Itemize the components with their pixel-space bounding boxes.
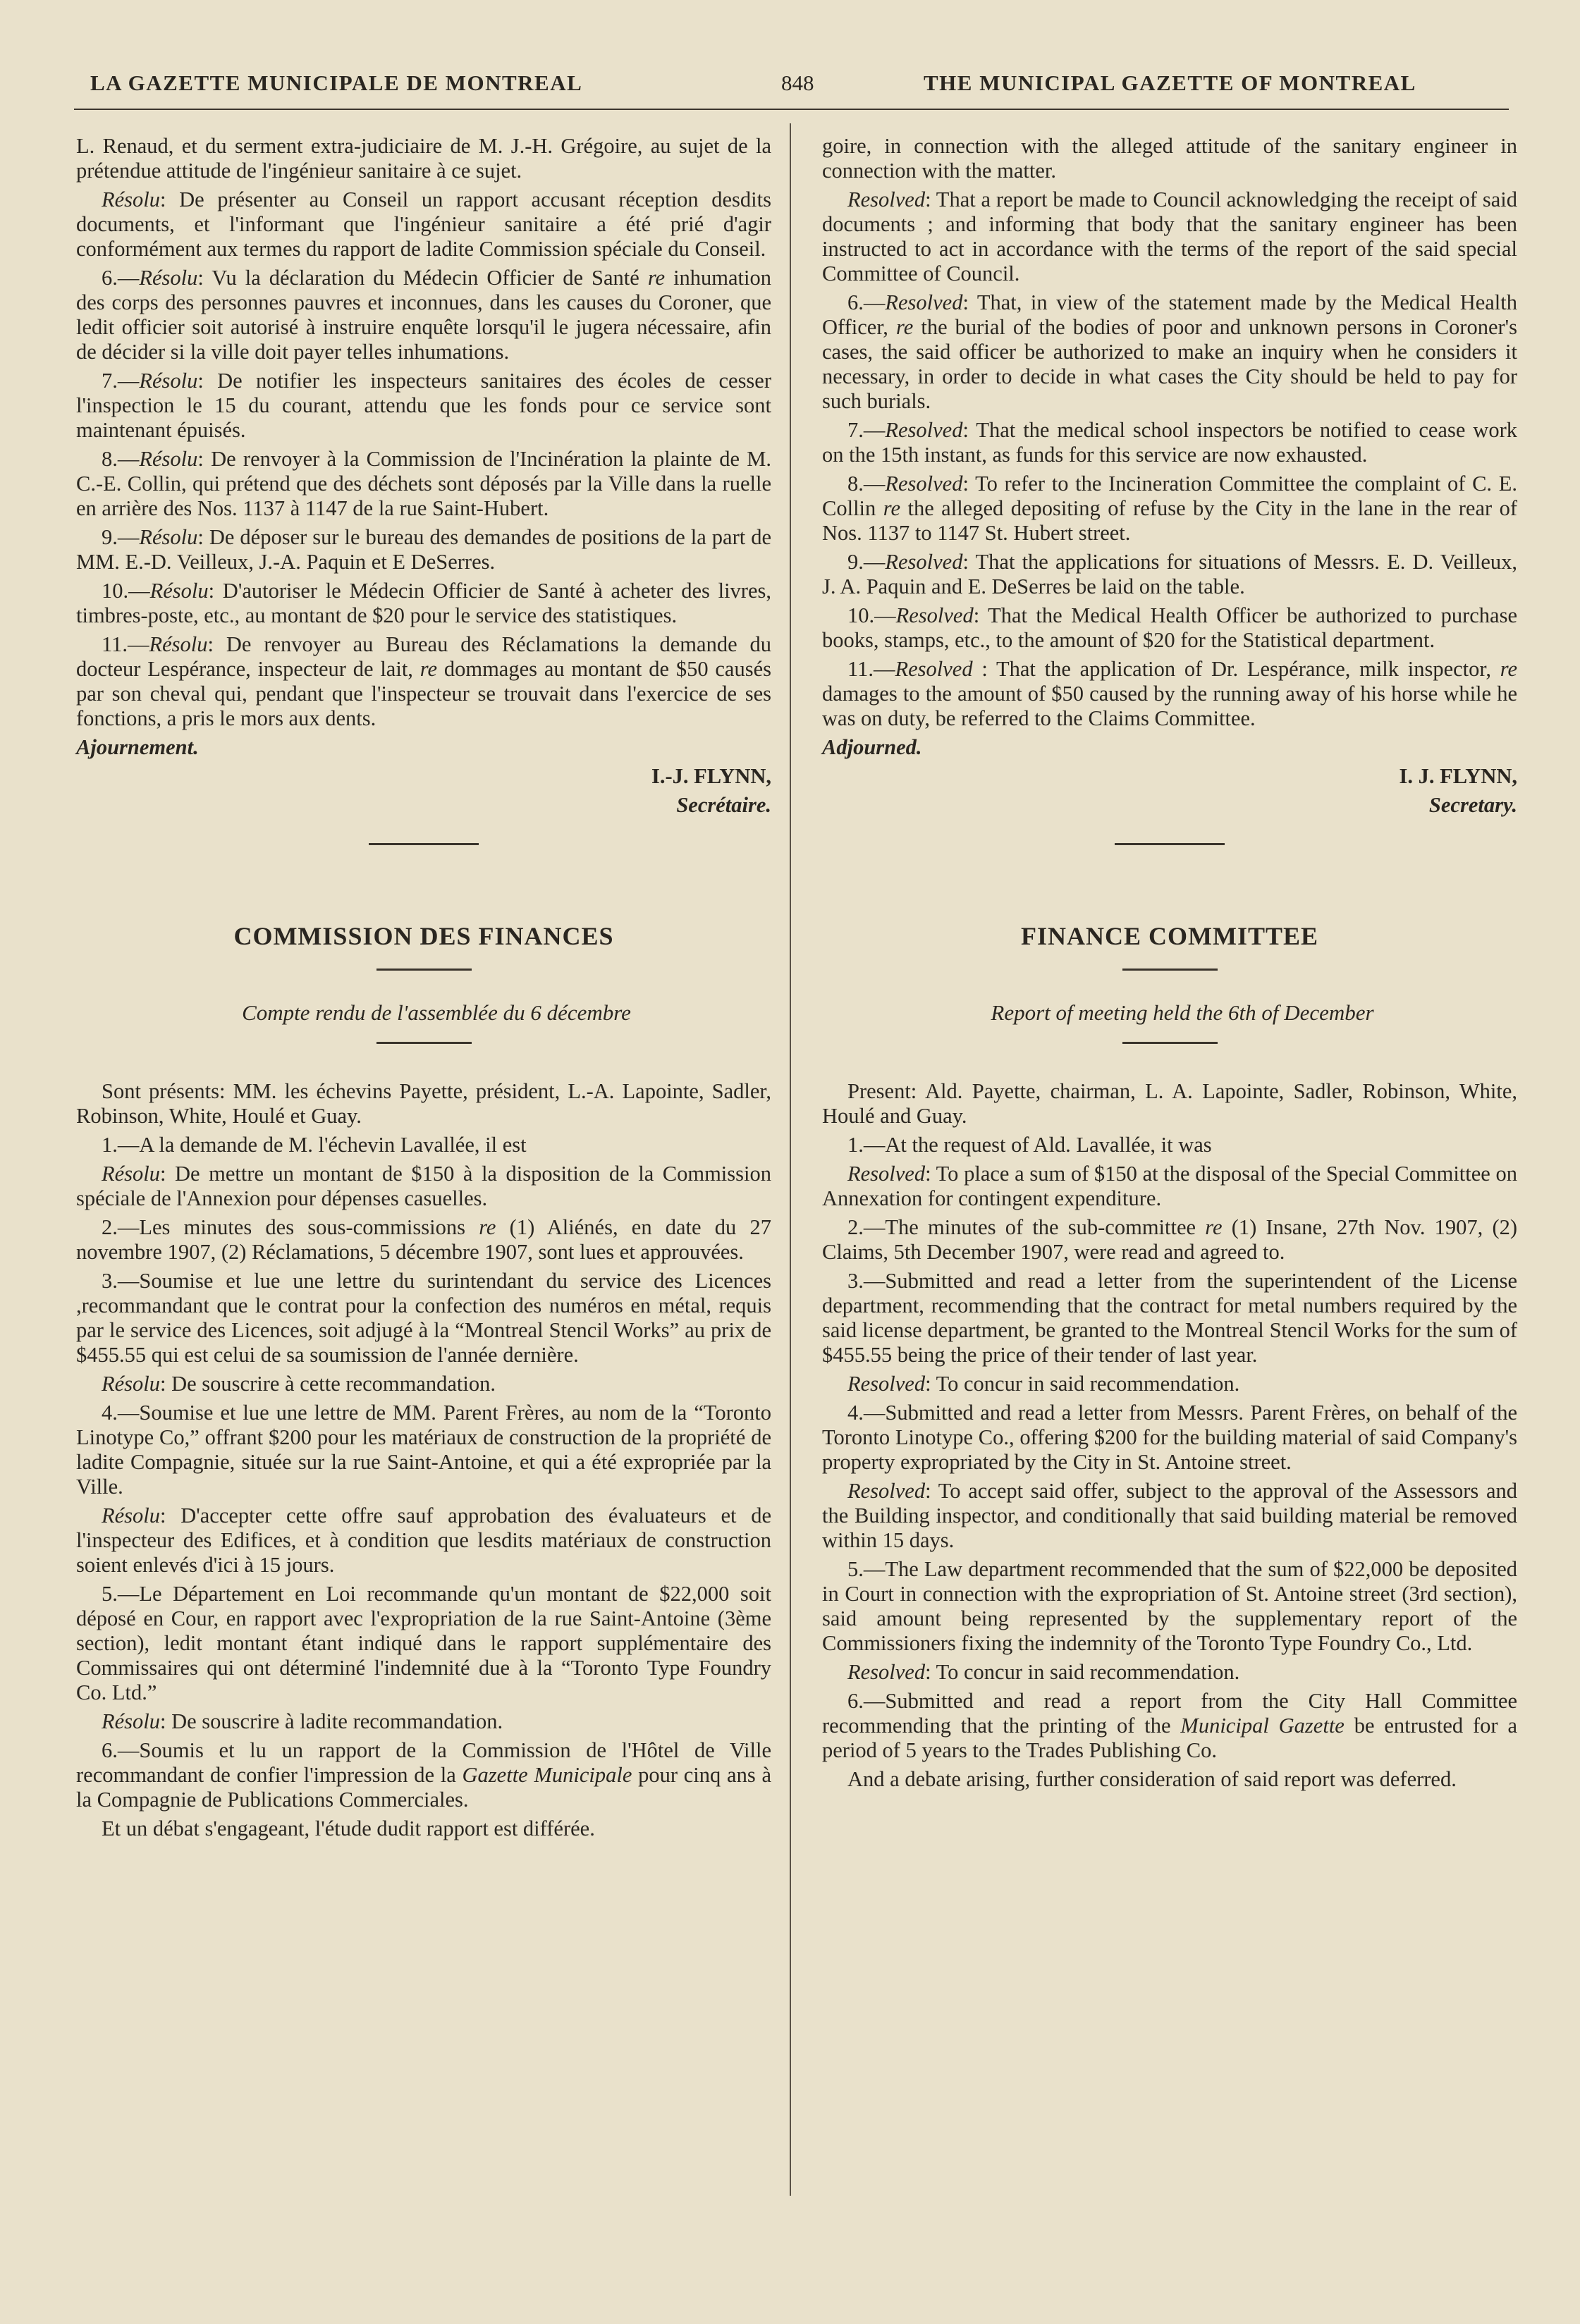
- resolu-label: Résolu: [139, 525, 198, 549]
- resolu-label: Résolu: [139, 369, 198, 393]
- paragraph: 5.—Le Département en Loi recommande qu'un montant de $22,000 soit déposé en Cour, en rapport avec l'expropriation de la rue Saint-Antoine (3ème section), ledit montant étant indiqué dans le rapport supplémentaire des Commissaires qui ont déterminé l'indemnité due à la “Toronto Type Foundry Co. Ltd.”: [76, 1582, 771, 1704]
- re-word: re: [1205, 1215, 1223, 1239]
- paragraph-text: : That the medical school inspectors be notified to cease work on the 15th instant, as funds for this service are now exhausted.: [822, 418, 1517, 467]
- page-number: 848: [781, 70, 814, 95]
- paragraph-text: (1) Aliénés, en date du 27 novembre 1907, (2) Réclamations, 5 décembre 1907, sont lues et approuvées.: [76, 1215, 771, 1264]
- header-rule: [74, 109, 1509, 110]
- signature-name: I.-J. FLYNN,: [651, 764, 771, 788]
- paragraph-text: : D'accepter cette offre sauf approbation des évaluateurs et de l'inspecteur des Edifices, et à condition que lesdits matériaux de construction soient enlevés d'ici à 15 jours.: [76, 1504, 771, 1577]
- paragraph: Et un débat s'engageant, l'étude dudit rapport est différée.: [102, 1816, 595, 1840]
- paragraph: [76, 632, 771, 731]
- item-number: 9.—: [102, 525, 140, 549]
- resolved-label: Resolved: [847, 1660, 926, 1684]
- title-rule: [376, 1042, 472, 1044]
- paragraph: Sont présents: MM. les échevins Payette, président, L.-A. Lapointe, Sadler, Robinson, White, Houlé et Guay.: [76, 1079, 771, 1128]
- paragraph-text: : De souscrire à cette recommandation.: [160, 1372, 496, 1396]
- signature-name: I. J. FLYNN,: [1399, 764, 1517, 788]
- paragraph-text: : That a report be made to Council acknowledging the receipt of said documents ; and informing that body that the sanitary engineer has been instructed to act in accordance with the terms of the report of the said special Committee of Council.: [822, 187, 1517, 285]
- paragraph: [822, 1689, 1517, 1763]
- section-title: FINANCE COMMITTEE: [1020, 922, 1319, 950]
- resolu-label: Résolu: [149, 632, 208, 656]
- paragraph-text: damages to the amount of $50 caused by the running away of his horse while he was on duty, be referred to the Claims Committee.: [822, 682, 1517, 730]
- item-number: 8.—: [102, 447, 140, 471]
- paragraph-text: pour cinq ans à la Compagnie de Publications Commerciales.: [76, 1763, 771, 1812]
- paragraph-text: : That the applications for situations of Messrs. E. D. Veilleux, J. A. Paquin and E. DeSerres be laid on the table.: [822, 550, 1517, 598]
- paragraph: [822, 1372, 1517, 1396]
- paragraph: [822, 1215, 1517, 1265]
- paragraph-text: : De renvoyer à la Commission de l'Incinération la plainte de M. C.-E. Collin, qui prétend que des déchets sont déposés par la Ville dans la ruelle en arrière des Nos. 1137 à 1147 de la rue Saint-Hubert.: [76, 447, 771, 520]
- adjournment: Ajournement.: [76, 735, 199, 759]
- item-number: 10.—: [847, 603, 896, 627]
- paragraph-text: the burial of the bodies of poor and unknown persons in Coroner's cases, the said officer be authorized to make an inquiry when he considers it necessary, in order to decide in what cases the City should be held to pay for such burials.: [822, 315, 1517, 413]
- paragraph-text: : To refer to the Incineration Committee the complaint of C. E. Collin: [822, 472, 1517, 520]
- paragraph-text: : To concur in said recommendation.: [925, 1660, 1240, 1684]
- re-word: re: [1500, 657, 1517, 681]
- paragraph: 4.—Soumise et lue une lettre de MM. Parent Frères, au nom de la “Toronto Linotype Co,” offrant $200 pour les matériaux de construction de la propriété de ladite Compagnie, située sur la rue Saint-Antoine, et qui a été expropriée par la Ville.: [76, 1401, 771, 1499]
- paragraph-text: : De souscrire à ladite recommandation.: [160, 1709, 503, 1733]
- paragraph: [76, 447, 771, 521]
- resolved-label: Resolved: [885, 472, 963, 496]
- resolved-label: Resolved: [885, 290, 963, 314]
- resolved-label: Resolved: [847, 1162, 926, 1186]
- paragraph: [76, 1738, 771, 1812]
- paragraph-text: : De déposer sur le bureau des demandes de positions de la part de MM. E.-D. Veilleux, J.-A. Paquin et E DeSerres.: [76, 525, 771, 574]
- resolved-label: Resolved: [847, 187, 926, 211]
- paragraph-text: : That the application of Dr. Lespérance, milk inspector,: [972, 657, 1500, 681]
- paragraph: [76, 187, 771, 262]
- re-word: re: [647, 266, 666, 290]
- paragraph: [822, 1660, 1517, 1685]
- paragraph: [822, 1479, 1517, 1553]
- paragraph: 3.—Submitted and read a letter from the superintendent of the License department, recommending that the contract for metal numbers required by the said license department, be granted to the Montreal Stencil Works for the sum of $455.55 being the price of their tender of last year.: [822, 1269, 1517, 1367]
- paragraph: [822, 1162, 1517, 1211]
- section-subtitle: Report of meeting held the 6th of December: [991, 1000, 1374, 1025]
- resolu-label: Résolu: [139, 447, 198, 471]
- paragraph: [76, 1215, 771, 1265]
- paragraph-text: : Vu la déclaration du Médecin Officier de Santé: [197, 266, 648, 290]
- item-number: 9.—: [847, 550, 886, 574]
- paragraph-text: : To concur in said recommendation.: [925, 1372, 1240, 1396]
- paragraph: 3.—Soumise et lue une lettre du surintendant du service des Licences ,recommandant que le contrat pour la confection des numéros en métal, requis par le service des Licences, soit adjugé à la “Montreal Stencil Works” au prix de $455.55 qui est celui de sa soumission de l'année dernière.: [76, 1269, 771, 1367]
- paragraph-text: : De renvoyer au Bureau des Réclamations la demande du docteur Lespérance, inspecteur de lait,: [76, 632, 771, 681]
- resolu-label: Résolu: [102, 1162, 161, 1186]
- english-column: [822, 134, 1517, 1796]
- paragraph-text: 6.—Soumis et lu un rapport de la Commission de l'Hôtel de Ville recommandant de confier l'impression de la: [76, 1738, 771, 1787]
- resolu-label: Résolu: [102, 1504, 161, 1527]
- paragraph: goire, in connection with the alleged attitude of the sanitary engineer in connection with the matter.: [822, 134, 1517, 183]
- item-number: 10.—: [102, 579, 150, 603]
- paragraph: [76, 1504, 771, 1578]
- paragraph: [76, 525, 771, 574]
- item-number: 8.—: [847, 472, 886, 496]
- french-column: [76, 134, 771, 1845]
- paragraph: [822, 472, 1517, 546]
- paragraph: [822, 657, 1517, 731]
- section-title: COMMISSION DES FINANCES: [233, 922, 614, 950]
- paragraph-text: 6.—Submitted and read a report from the City Hall Committee recommending that the printing of the: [822, 1689, 1517, 1738]
- item-number: 6.—: [847, 290, 886, 314]
- paragraph: [76, 1372, 771, 1396]
- paragraph-text: : D'autoriser le Médecin Officier de Santé à acheter des livres, timbres-poste, etc., au montant de $20 pour le service des statistiques.: [76, 579, 771, 627]
- resolu-label: Résolu: [102, 1709, 161, 1733]
- section-rule: [1115, 843, 1225, 845]
- gazette-title: Gazette Municipale: [462, 1763, 632, 1787]
- paragraph-text: dommages au montant de $50 causés par son cheval qui, pendant que l'inspecteur se trouvait dans l'exercice de ses fonctions, a pris le mors aux dents.: [76, 657, 771, 730]
- paragraph-text: : That the Medical Health Officer be authorized to purchase books, stamps, etc., to the amount of $20 for the Statistical department.: [822, 603, 1517, 652]
- title-rule: [1122, 1042, 1218, 1044]
- paragraph-text: be entrusted for a period of 5 years to the Trades Publishing Co.: [822, 1714, 1517, 1762]
- paragraph: [76, 1162, 771, 1211]
- paragraph: Present: Ald. Payette, chairman, L. A. Lapointe, Sadler, Robinson, White, Houlé and Guay.: [822, 1079, 1517, 1128]
- resolu-label: Résolu: [102, 187, 161, 211]
- title-rule: [376, 969, 472, 971]
- paragraph-text: : To place a sum of $150 at the disposal of the Special Committee on Annexation for contingent expenditure.: [822, 1162, 1517, 1210]
- paragraph-text: inhumation des corps des personnes pauvres et inconnues, dans les causes du Coroner, que ledit officier soit autorisé à instruire enquête lorsqu'il le jugera nécessaire, afin de décider si la ville doit payer telles inhumations.: [76, 266, 772, 364]
- paragraph: [76, 1709, 771, 1734]
- section-subtitle: Compte rendu de l'assemblée du 6 décembre: [242, 1000, 631, 1025]
- signature-title: Secretary.: [1428, 793, 1517, 817]
- paragraph: [76, 369, 771, 443]
- paragraph: 4.—Submitted and read a letter from Messrs. Parent Frères, on behalf of the Toronto Linotype Co., offering $200 for the building material of said Company's property expropriated by the City in St. Antoine street.: [822, 1401, 1517, 1474]
- resolved-label: Resolved: [885, 550, 963, 574]
- paragraph-text: 2.—Les minutes des sous-commissions: [102, 1215, 479, 1239]
- gazette-title: Municipal Gazette: [1180, 1714, 1345, 1738]
- paragraph: 1.—A la demande de M. l'échevin Lavallée, il est: [102, 1133, 527, 1157]
- paragraph: [822, 290, 1517, 414]
- header-english-title: THE MUNICIPAL GAZETTE OF MONTREAL: [924, 70, 1416, 95]
- resolved-label: Resolved: [895, 603, 974, 627]
- section-rule: [369, 843, 479, 845]
- paragraph-text: : De présenter au Conseil un rapport accusant réception desdits documents, et l'informant que l'ingénieur sanitaire a été prié d'agir conformément aux termes du rapport de ladite Commission spéciale du Conseil.: [76, 187, 771, 261]
- resolved-label: Resolved: [895, 657, 973, 681]
- paragraph: L. Renaud, et du serment extra-judiciaire de M. J.-H. Grégoire, au sujet de la prétendue attitude de l'ingénieur sanitaire à ce sujet.: [76, 134, 771, 183]
- header-french-title: LA GAZETTE MUNICIPALE DE MONTREAL: [90, 70, 583, 95]
- resolved-label: Resolved: [847, 1479, 926, 1503]
- adjournment: Adjourned.: [822, 735, 922, 759]
- paragraph: [822, 603, 1517, 653]
- re-word: re: [479, 1215, 496, 1239]
- paragraph-text: 2.—The minutes of the sub-committee: [847, 1215, 1206, 1239]
- column-divider: [790, 123, 791, 2196]
- paragraph-text: : That, in view of the statement made by the Medical Health Officer,: [822, 290, 1517, 339]
- resolu-label: Résolu: [102, 1372, 161, 1396]
- resolved-label: Resolved: [847, 1372, 926, 1396]
- re-word: re: [883, 496, 901, 520]
- paragraph: 1.—At the request of Ald. Lavallée, it was: [847, 1133, 1212, 1157]
- item-number: 11.—: [102, 632, 149, 656]
- paragraph-text: : To accept said offer, subject to the approval of the Assessors and the Building inspector, and conditionally that said building material be removed within 15 days.: [822, 1479, 1517, 1552]
- paragraph: [76, 579, 771, 628]
- paragraph: [76, 266, 771, 364]
- re-word: re: [420, 657, 438, 681]
- re-word: re: [895, 315, 914, 339]
- paragraph: [822, 550, 1517, 599]
- paragraph-text: (1) Insane, 27th Nov. 1907, (2) Claims, 5th December 1907, were read and agreed to.: [822, 1215, 1518, 1264]
- resolu-label: Résolu: [149, 579, 209, 603]
- item-number: 7.—: [847, 418, 886, 442]
- signature-title: Secrétaire.: [676, 793, 771, 817]
- paragraph: [822, 418, 1517, 467]
- item-number: 11.—: [847, 657, 895, 681]
- paragraph: And a debate arising, further consideration of said report was deferred.: [847, 1767, 1457, 1791]
- resolved-label: Resolved: [885, 418, 963, 442]
- paragraph: 5.—The Law department recommended that the sum of $22,000 be deposited in Court in connection with the expropriation of St. Antoine street (3rd section), said amount being represented by the supplementary report of the Commissioners fixing the indemnity of the Toronto Type Foundry Co., Ltd.: [822, 1557, 1517, 1655]
- title-rule: [1122, 969, 1218, 971]
- paragraph-text: : De mettre un montant de $150 à la disposition de la Commission spéciale de l'Annexion pour dépenses casuelles.: [76, 1162, 771, 1210]
- paragraph: [822, 187, 1517, 286]
- paragraph-text: the alleged depositing of refuse by the City in the lane in the rear of Nos. 1137 to 1147 St. Hubert street.: [822, 496, 1518, 545]
- item-number: 6.—: [102, 266, 140, 290]
- resolu-label: Résolu: [139, 266, 198, 290]
- paragraph-text: : De notifier les inspecteurs sanitaires des écoles de cesser l'inspection le 15 du courant, attendu que les fonds pour ce service sont maintenant épuisés.: [76, 369, 771, 442]
- item-number: 7.—: [102, 369, 140, 393]
